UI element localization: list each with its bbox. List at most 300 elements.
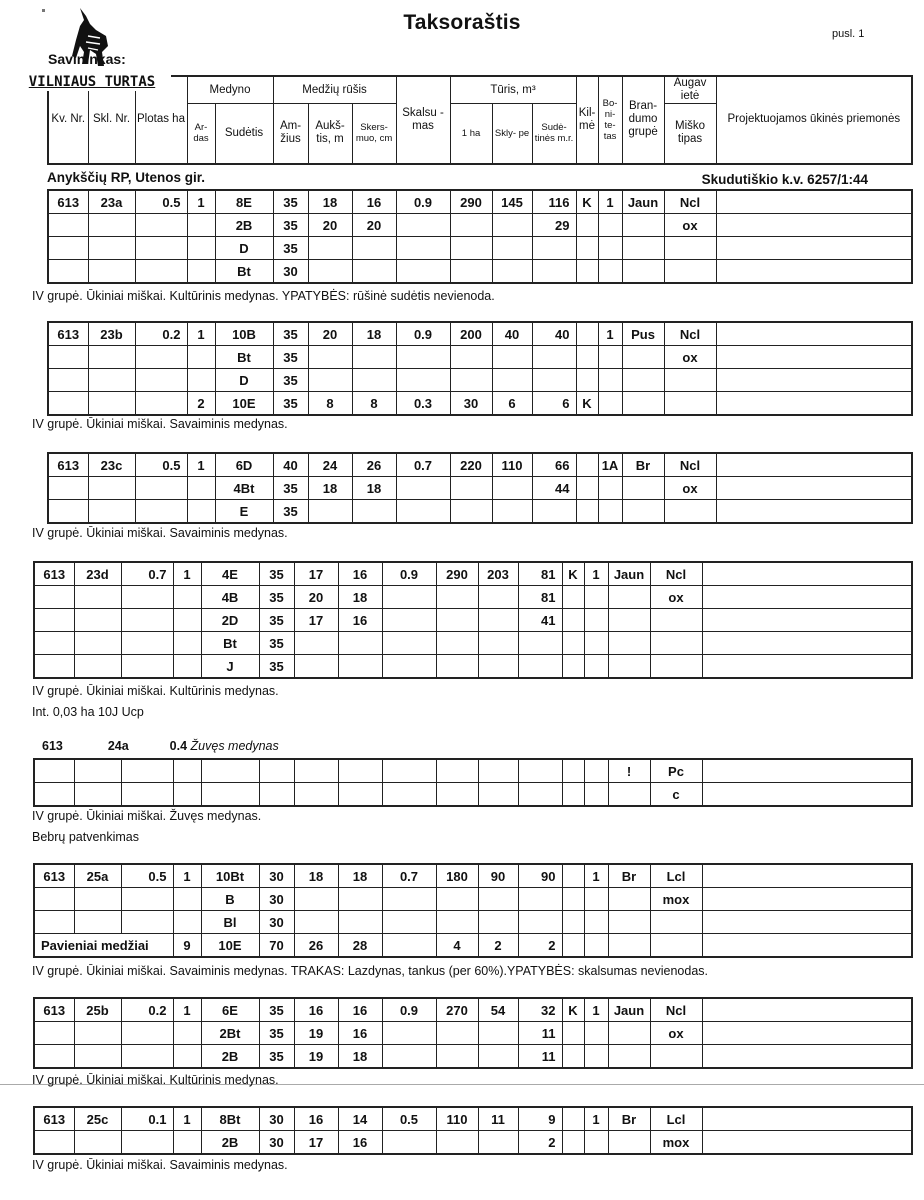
cell-turis-sklype	[492, 369, 532, 392]
cell-skersmuo	[338, 632, 382, 655]
cell-ardas	[173, 759, 201, 783]
cell-amzius: 35	[259, 586, 294, 609]
cell-sudetis: 2B	[201, 1131, 259, 1155]
cell-bonitetas: 1	[584, 1107, 608, 1131]
cell-turis-sklype	[492, 237, 532, 260]
cell-bonitetas	[584, 759, 608, 783]
cell-skersmuo	[338, 655, 382, 679]
cell-branda	[608, 586, 650, 609]
cell-branda: Br	[608, 864, 650, 888]
cell-sudetis: Bt	[201, 632, 259, 655]
table-row	[48, 477, 912, 500]
cell-kilme	[562, 655, 584, 679]
cell-branda	[622, 369, 664, 392]
cell-branda	[622, 260, 664, 284]
cell-augaviete: c	[650, 783, 702, 807]
cell-turis-sklype	[492, 500, 532, 524]
cell-priemones	[702, 864, 912, 888]
cell-bonitetas	[584, 1045, 608, 1069]
cell-turis-1ha	[436, 655, 478, 679]
cell-turis-1ha	[450, 369, 492, 392]
cell-turis-1ha: 180	[436, 864, 478, 888]
cell-turis-sudetines: 81	[518, 586, 562, 609]
stand-note: Bebrų patvenkimas	[32, 830, 140, 844]
table-row	[34, 864, 912, 888]
stand-note: IV grupė. Ūkiniai miškai. Kultūrinis medynas.	[32, 1073, 279, 1087]
cell-plotas	[135, 237, 187, 260]
table-row	[48, 453, 912, 477]
cell-skl	[74, 783, 121, 807]
cell-ardas	[173, 655, 201, 679]
cell-amzius: 30	[259, 888, 294, 911]
cell-skalsumas	[396, 346, 450, 369]
cell-bonitetas: 1A	[598, 453, 622, 477]
cell-augaviete: Ncl	[650, 998, 702, 1022]
cell-kv	[48, 369, 88, 392]
stand-note: IV grupė. Ūkiniai miškai. Savaiminis medynas. TRAKAS: Lazdynas, tankus (per 60%).YPATYBĖS: skalsumas nevienodas.	[32, 964, 708, 978]
cell-skl	[88, 260, 135, 284]
cell-turis-sudetines: 2	[518, 1131, 562, 1155]
cell-aukstis: 17	[294, 1131, 338, 1155]
cell-skersmuo: 18	[338, 864, 382, 888]
cell-kv	[34, 1022, 74, 1045]
cell-skersmuo	[352, 500, 396, 524]
col-sudetines: Sudė- tinės m.r.	[532, 104, 576, 164]
cell-augaviete: Ncl	[664, 190, 716, 214]
cell-turis-sklype: 110	[492, 453, 532, 477]
cell-ardas	[187, 260, 215, 284]
cell-kilme	[562, 1107, 584, 1131]
cell-skalsumas	[382, 1022, 436, 1045]
cell-amzius: 30	[259, 1131, 294, 1155]
cell-kv: 613	[48, 453, 88, 477]
cell-sudetis: 4Bt	[215, 477, 273, 500]
cell-skl	[88, 369, 135, 392]
cell-bonitetas	[584, 632, 608, 655]
cell-kv	[34, 586, 74, 609]
cell-kilme	[576, 477, 598, 500]
cell-ardas	[187, 369, 215, 392]
table-row	[48, 237, 912, 260]
cell-ardas: 1	[187, 322, 215, 346]
cell-plotas	[121, 911, 173, 934]
cell-skalsumas	[382, 1131, 436, 1155]
cell-skalsumas	[382, 759, 436, 783]
cell-branda	[608, 783, 650, 807]
table-row	[34, 609, 912, 632]
cell-kv	[48, 237, 88, 260]
cell-skersmuo: 14	[338, 1107, 382, 1131]
cell-amzius: 35	[259, 632, 294, 655]
table-row	[48, 260, 912, 284]
cell-branda: !	[608, 759, 650, 783]
cell-turis-sudetines	[518, 655, 562, 679]
cell-skersmuo	[338, 783, 382, 807]
cell-skl	[88, 214, 135, 237]
cell-kv	[34, 1045, 74, 1069]
stand-table-6	[33, 997, 913, 1069]
cell-turis-sklype: 203	[478, 562, 518, 586]
cell-aukstis: 8	[308, 392, 352, 416]
cell-ardas	[173, 911, 201, 934]
cell-skl: 23a	[88, 190, 135, 214]
cell-aukstis	[294, 655, 338, 679]
cell-augaviete	[664, 392, 716, 416]
cell-skersmuo	[352, 346, 396, 369]
cell-kv: 613	[48, 322, 88, 346]
cell-plotas	[135, 392, 187, 416]
region-label: Anykščių RP, Utenos gir.	[47, 170, 206, 185]
cell-ardas: 1	[173, 562, 201, 586]
cell-ardas	[173, 1045, 201, 1069]
cell-skersmuo	[352, 369, 396, 392]
cell-amzius: 35	[273, 477, 308, 500]
cell-ardas	[173, 1131, 201, 1155]
cell-priemones	[702, 586, 912, 609]
stand-note: IV grupė. Ūkiniai miškai. Kultūrinis medynas. YPATYBĖS: rūšinė sudėtis nevienoda.	[32, 289, 495, 303]
cell-skalsumas	[396, 500, 450, 524]
col-bonitetas: Bo- ni- te- tas	[598, 76, 622, 164]
cell-branda: Br	[622, 453, 664, 477]
cell-turis-sudetines	[532, 346, 576, 369]
cell-kv	[48, 500, 88, 524]
cell-kv	[48, 260, 88, 284]
col-priemones: Projektuojamos ūkinės priemonės	[716, 76, 912, 164]
cell-turis-1ha: 290	[450, 190, 492, 214]
cell-kv	[48, 214, 88, 237]
cell-bonitetas	[584, 655, 608, 679]
cell-turis-sudetines: 40	[532, 322, 576, 346]
col-group-rusis: Medžių rūšis	[273, 76, 396, 104]
cell-plotas: 0.2	[121, 998, 173, 1022]
cell-turis-sklype	[492, 214, 532, 237]
cell-kv	[34, 655, 74, 679]
stand-table-0	[47, 189, 913, 284]
cell-kv	[34, 783, 74, 807]
block-24a-header	[42, 739, 279, 753]
cell-augaviete: ox	[650, 1022, 702, 1045]
cell-ardas: 1	[173, 998, 201, 1022]
table-row	[48, 214, 912, 237]
cell-augaviete	[664, 260, 716, 284]
cell-skl	[88, 392, 135, 416]
cell-amzius: 35	[273, 190, 308, 214]
cell-ardas: 1	[187, 453, 215, 477]
col-skl-nr: Skl. Nr.	[88, 76, 135, 164]
cell-bonitetas	[598, 392, 622, 416]
cell-ardas	[173, 783, 201, 807]
cell-sudetis: B	[201, 888, 259, 911]
cell-skersmuo: 28	[338, 934, 382, 958]
col-aukstis: Aukš- tis, m	[308, 104, 352, 164]
cell-ardas	[187, 500, 215, 524]
cell-turis-1ha	[436, 783, 478, 807]
cell-skersmuo	[338, 888, 382, 911]
cell-branda	[622, 237, 664, 260]
cell-priemones	[716, 214, 912, 237]
cell-skl	[74, 911, 121, 934]
stand-table-4	[33, 758, 913, 807]
cell-skalsumas	[396, 369, 450, 392]
cell-kv: 613	[48, 190, 88, 214]
cell-priemones	[716, 190, 912, 214]
cell-ardas: 9	[173, 934, 201, 958]
block-24a-skl: 24a	[107, 739, 129, 753]
cell-turis-sklype	[478, 1045, 518, 1069]
cell-turis-1ha: 270	[436, 998, 478, 1022]
cell-skersmuo: 8	[352, 392, 396, 416]
cell-amzius	[259, 783, 294, 807]
cell-turis-sklype	[492, 260, 532, 284]
cell-skalsumas: 0.9	[396, 190, 450, 214]
cell-bonitetas	[584, 1131, 608, 1155]
cell-bonitetas: 1	[598, 322, 622, 346]
cell-skersmuo: 18	[352, 322, 396, 346]
stand-table-2	[47, 452, 913, 524]
cell-turis-sklype	[478, 609, 518, 632]
cell-plotas	[121, 632, 173, 655]
cell-turis-sklype	[478, 1022, 518, 1045]
table-row	[48, 190, 912, 214]
cell-branda	[608, 632, 650, 655]
cell-turis-1ha: 30	[450, 392, 492, 416]
col-skersmuo: Skers- muo, cm	[352, 104, 396, 164]
cell-amzius: 35	[273, 500, 308, 524]
cell-turis-sklype	[478, 911, 518, 934]
cell-ardas: 2	[187, 392, 215, 416]
cell-augaviete	[650, 934, 702, 958]
cell-skl	[74, 1131, 121, 1155]
cell-kilme	[576, 237, 598, 260]
cell-turis-sudetines	[532, 260, 576, 284]
table-row	[34, 1107, 912, 1131]
cell-plotas: 0.5	[121, 864, 173, 888]
cell-augaviete: mox	[650, 1131, 702, 1155]
cell-skl	[74, 759, 121, 783]
cell-ardas	[187, 214, 215, 237]
cell-turis-sklype	[492, 477, 532, 500]
cell-branda: Jaun	[608, 562, 650, 586]
cell-skersmuo: 18	[338, 1045, 382, 1069]
cell-sudetis: 2B	[215, 214, 273, 237]
cell-kv: 613	[34, 998, 74, 1022]
stand-table-7	[33, 1106, 913, 1155]
cell-branda	[608, 1045, 650, 1069]
cell-kilme	[576, 369, 598, 392]
cell-priemones	[716, 392, 912, 416]
stand-table-1	[47, 321, 913, 416]
table-row	[34, 1022, 912, 1045]
cell-turis-1ha	[450, 500, 492, 524]
cell-sudetis: 8Bt	[201, 1107, 259, 1131]
cell-aukstis	[294, 783, 338, 807]
cell-plotas	[121, 783, 173, 807]
owner-watermark: VILNIAUS TURTAS	[13, 73, 171, 91]
cell-branda	[608, 934, 650, 958]
cell-turis-1ha: 110	[436, 1107, 478, 1131]
column-header-table	[47, 75, 913, 165]
cell-plotas: 0.1	[121, 1107, 173, 1131]
cell-kv: 613	[34, 864, 74, 888]
cell-kilme	[562, 864, 584, 888]
cell-priemones	[702, 759, 912, 783]
cell-turis-sudetines	[518, 911, 562, 934]
cell-turis-1ha	[436, 759, 478, 783]
quarter-label: Skudutiškio k.v. 6257/1:44	[701, 172, 868, 187]
cell-priemones	[702, 911, 912, 934]
cell-branda	[608, 888, 650, 911]
block-24a-plotas: 0.4	[169, 739, 188, 753]
cell-augaviete	[650, 911, 702, 934]
cell-skalsumas	[396, 237, 450, 260]
cell-amzius: 35	[273, 346, 308, 369]
cell-bonitetas	[598, 369, 622, 392]
cell-plotas: 0.7	[121, 562, 173, 586]
table-row	[34, 759, 912, 783]
table-row	[48, 500, 912, 524]
cell-skalsumas	[382, 1045, 436, 1069]
cell-augaviete: Lcl	[650, 1107, 702, 1131]
cell-skalsumas	[396, 477, 450, 500]
cell-plotas	[121, 586, 173, 609]
cell-turis-1ha	[436, 609, 478, 632]
cell-sudetis: Bt	[215, 260, 273, 284]
cell-skl	[74, 1045, 121, 1069]
table-row	[34, 783, 912, 807]
cell-turis-1ha	[436, 1022, 478, 1045]
cell-augaviete: Pc	[650, 759, 702, 783]
cell-skalsumas	[396, 260, 450, 284]
cell-turis-1ha	[436, 888, 478, 911]
cell-branda	[622, 346, 664, 369]
cell-skalsumas	[382, 911, 436, 934]
cell-branda	[622, 214, 664, 237]
cell-turis-sudetines	[532, 237, 576, 260]
cell-priemones	[702, 783, 912, 807]
cell-aukstis: 16	[294, 998, 338, 1022]
cell-augaviete	[650, 1045, 702, 1069]
cell-skalsumas: 0.5	[382, 1107, 436, 1131]
cell-turis-sklype: 54	[478, 998, 518, 1022]
cell-amzius: 35	[273, 322, 308, 346]
cell-skalsumas	[382, 655, 436, 679]
cell-augaviete	[650, 655, 702, 679]
cell-sudetis: 4E	[201, 562, 259, 586]
cell-aukstis: 18	[294, 864, 338, 888]
page-number: pusl. 1	[832, 28, 865, 40]
cell-branda	[622, 500, 664, 524]
cell-bonitetas	[584, 783, 608, 807]
col-misko-tipas: Miško tipas	[664, 104, 716, 164]
cell-bonitetas	[584, 586, 608, 609]
cell-augaviete: ox	[664, 477, 716, 500]
cell-turis-sklype	[478, 783, 518, 807]
cell-sudetis: Bl	[201, 911, 259, 934]
cell-sudetis: J	[201, 655, 259, 679]
cell-kilme	[562, 632, 584, 655]
col-branda: Bran- dumo grupė	[622, 76, 664, 164]
cell-aukstis	[308, 237, 352, 260]
cell-bonitetas: 1	[598, 190, 622, 214]
col-group-turis: Tūris, m³	[450, 76, 576, 104]
cell-skalsumas	[382, 586, 436, 609]
cell-kilme: K	[562, 562, 584, 586]
block-24a-kv: 613	[42, 739, 63, 753]
cell-turis-sudetines: 11	[518, 1022, 562, 1045]
stand-table-5	[33, 863, 913, 958]
cell-bonitetas: 1	[584, 562, 608, 586]
cell-ardas: 1	[173, 1107, 201, 1131]
cell-sudetis: D	[215, 237, 273, 260]
cell-priemones	[716, 453, 912, 477]
cell-bonitetas	[598, 260, 622, 284]
cell-kilme	[562, 1131, 584, 1155]
cell-augaviete: ox	[650, 586, 702, 609]
cell-plotas	[121, 609, 173, 632]
cell-aukstis: 24	[308, 453, 352, 477]
cell-turis-sklype	[478, 1131, 518, 1155]
cell-amzius: 35	[273, 214, 308, 237]
cell-skalsumas: 0.3	[396, 392, 450, 416]
cell-branda: Jaun	[622, 190, 664, 214]
cell-sudetis: 4B	[201, 586, 259, 609]
cell-kv	[48, 477, 88, 500]
cell-turis-sklype	[478, 586, 518, 609]
cell-branda: Jaun	[608, 998, 650, 1022]
cell-bonitetas	[598, 477, 622, 500]
cell-plotas	[135, 369, 187, 392]
cell-priemones	[702, 655, 912, 679]
cell-kv	[34, 888, 74, 911]
cell-sudetis: 10E	[201, 934, 259, 958]
stand-note: IV grupė. Ūkiniai miškai. Kultūrinis medynas.	[32, 684, 279, 698]
cell-turis-sudetines: 11	[518, 1045, 562, 1069]
cell-turis-1ha	[450, 477, 492, 500]
cell-aukstis: 26	[294, 934, 338, 958]
cell-aukstis	[308, 369, 352, 392]
cell-turis-1ha: 290	[436, 562, 478, 586]
cell-turis-sklype	[478, 655, 518, 679]
table-row	[34, 1045, 912, 1069]
cell-plotas	[121, 655, 173, 679]
cell-skl	[88, 477, 135, 500]
cell-skl	[88, 346, 135, 369]
cell-kilme	[562, 934, 584, 958]
cell-augaviete: ox	[664, 214, 716, 237]
cell-skersmuo: 16	[338, 998, 382, 1022]
cell-turis-sudetines: 2	[518, 934, 562, 958]
cell-skalsumas: 0.7	[396, 453, 450, 477]
cell-turis-1ha	[450, 214, 492, 237]
cell-turis-sudetines: 29	[532, 214, 576, 237]
cell-turis-1ha	[450, 260, 492, 284]
cell-aukstis	[308, 346, 352, 369]
cell-turis-1ha	[450, 237, 492, 260]
cell-amzius: 35	[273, 392, 308, 416]
cell-skl	[74, 655, 121, 679]
cell-aukstis: 20	[308, 322, 352, 346]
cell-priemones	[702, 562, 912, 586]
cell-sudetis: 10B	[215, 322, 273, 346]
cell-skersmuo: 26	[352, 453, 396, 477]
cell-bonitetas	[584, 1022, 608, 1045]
cell-plotas	[135, 500, 187, 524]
cell-skl	[88, 237, 135, 260]
table-row	[48, 392, 912, 416]
cell-bonitetas	[584, 888, 608, 911]
cell-kv: 613	[34, 562, 74, 586]
table-row	[34, 562, 912, 586]
